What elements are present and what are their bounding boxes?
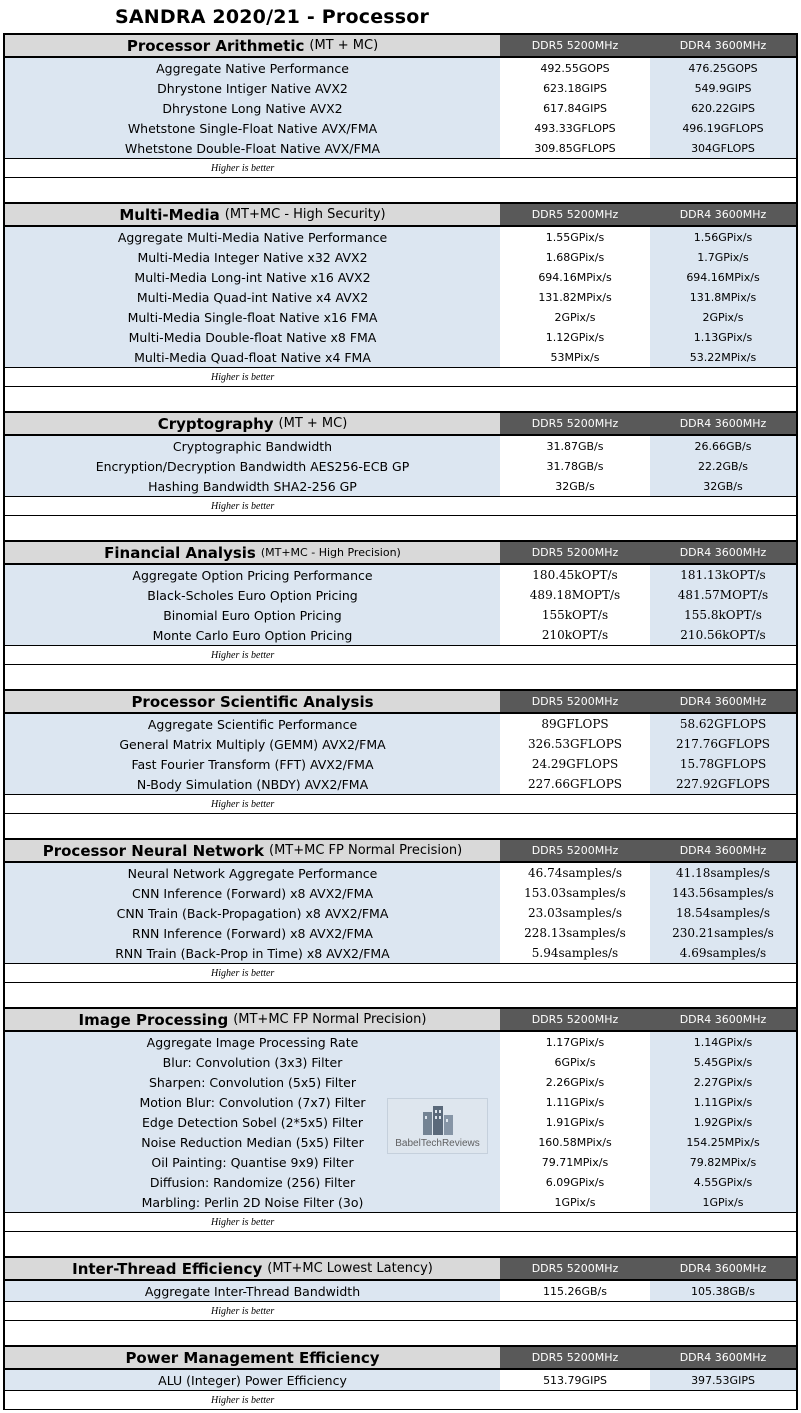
benchmark-label: Multi-Media Quad-float Native x4 FMA [3,347,500,367]
empty-cell [3,178,798,202]
benchmark-label: Hashing Bandwidth SHA2-256 GP [3,476,500,496]
ddr4-value: 155.8kOPT/s [650,605,798,625]
ddr4-value: 26.66GB/s [650,436,798,456]
column-header-ddr5: DDR5 5200MHz [500,202,650,227]
ddr5-value: 153.03samples/s [500,883,650,903]
table-row [0,714,801,734]
benchmark-label: ALU (Integer) Power Efficiency [3,1370,500,1390]
ddr5-value: 6GPix/s [500,1052,650,1072]
ddr5-value: 32GB/s [500,476,650,496]
benchmark-label: Dhrystone Long Native AVX2 [3,98,500,118]
section-name: Image Processing [78,1010,229,1029]
higher-is-better-row [0,496,801,516]
benchmark-label: Aggregate Multi-Media Native Performance [3,227,500,247]
empty-cell [500,1390,650,1410]
ddr4-value: 5.45GPix/s [650,1052,798,1072]
section-name: Processor Neural Network [42,841,264,860]
section-subtitle: (MT+MC FP Normal Precision) [269,843,463,858]
ddr4-value: 15.78GFLOPS [650,754,798,774]
ddr4-value: 1GPix/s [650,1192,798,1212]
table-row [0,307,801,327]
column-header-ddr4: DDR4 3600MHz [650,1007,798,1032]
benchmark-label: RNN Inference (Forward) x8 AVX2/FMA [3,923,500,943]
section-title [3,540,500,565]
table-row [0,883,801,903]
empty-cell [650,1390,798,1410]
benchmark-label: RNN Train (Back-Prop in Time) x8 AVX2/FMA [3,943,500,963]
table-row [0,1172,801,1192]
empty-cell [650,963,798,983]
ddr4-value: 22.2GB/s [650,456,798,476]
section-name: Power Management Efficiency [125,1348,380,1367]
benchmark-label: Dhrystone Intiger Native AVX2 [3,78,500,98]
table-row [0,1072,801,1092]
section-header [0,1256,801,1281]
table-row [0,1281,801,1301]
ddr4-value: 105.38GB/s [650,1281,798,1301]
column-header-ddr5: DDR5 5200MHz [500,411,650,436]
section-title [3,33,500,58]
section-title [3,1345,500,1370]
column-header-ddr4: DDR4 3600MHz [650,1256,798,1281]
column-header-ddr5: DDR5 5200MHz [500,1256,650,1281]
ddr5-value: 31.87GB/s [500,436,650,456]
higher-is-better-note: Higher is better [3,963,500,983]
table-row [0,605,801,625]
ddr5-value: 1GPix/s [500,1192,650,1212]
ddr4-value: 131.8MPix/s [650,287,798,307]
spacer-row [0,983,801,1007]
table-row [0,565,801,585]
section-subtitle: (MT + MC) [278,416,348,431]
ddr4-value: 1.56GPix/s [650,227,798,247]
benchmark-label: Neural Network Aggregate Performance [3,863,500,883]
ddr4-value: 79.82MPix/s [650,1152,798,1172]
section-title [3,689,500,714]
section-subtitle: (MT+MC FP Normal Precision) [233,1012,427,1027]
table-row [0,227,801,247]
table-row [0,625,801,645]
table-row [0,347,801,367]
ddr5-value: 623.18GIPS [500,78,650,98]
column-header-ddr4: DDR4 3600MHz [650,411,798,436]
benchmark-label: Marbling: Perlin 2D Noise Filter (3o) [3,1192,500,1212]
benchmark-label: Diffusion: Randomize (256) Filter [3,1172,500,1192]
section-header [0,1007,801,1032]
benchmark-label: Aggregate Inter-Thread Bandwidth [3,1281,500,1301]
ddr5-value: 210kOPT/s [500,625,650,645]
table-row [0,267,801,287]
ddr5-value: 694.16MPix/s [500,267,650,287]
benchmark-label: Encryption/Decryption Bandwidth AES256-ECB GP [3,456,500,476]
benchmark-label: Noise Reduction Median (5x5) Filter [3,1132,500,1152]
ddr5-value: 489.18MOPT/s [500,585,650,605]
spacer-row [0,178,801,202]
empty-cell [3,387,798,411]
higher-is-better-row [0,645,801,665]
table-row [0,456,801,476]
ddr5-value: 1.91GPix/s [500,1112,650,1132]
section-subtitle: (MT + MC) [309,38,379,53]
section-name: Cryptography [157,414,274,433]
ddr5-value: 1.12GPix/s [500,327,650,347]
benchmark-label: Edge Detection Sobel (2*5x5) Filter [3,1112,500,1132]
higher-is-better-note: Higher is better [3,496,500,516]
ddr5-value: 5.94samples/s [500,943,650,963]
ddr5-value: 180.45kOPT/s [500,565,650,585]
ddr4-value: 227.92GFLOPS [650,774,798,794]
higher-is-better-note: Higher is better [3,158,500,178]
ddr5-value: 1.17GPix/s [500,1032,650,1052]
empty-cell [3,983,798,1007]
table-row [0,1152,801,1172]
ddr4-value: 210.56kOPT/s [650,625,798,645]
ddr5-value: 2GPix/s [500,307,650,327]
ddr4-value: 549.9GIPS [650,78,798,98]
title-row [0,0,801,33]
column-header-ddr4: DDR4 3600MHz [650,202,798,227]
empty-cell [650,367,798,387]
table-row [0,1032,801,1052]
table-row [0,734,801,754]
ddr4-value: 18.54samples/s [650,903,798,923]
section-name: Processor Scientific Analysis [131,692,374,711]
spacer-row [0,516,801,540]
empty-cell [650,794,798,814]
ddr4-value: 1.92GPix/s [650,1112,798,1132]
ddr5-value: 160.58MPix/s [500,1132,650,1152]
ddr4-value: 397.53GIPS [650,1370,798,1390]
empty-cell [650,645,798,665]
benchmark-label: Whetstone Double-Float Native AVX/FMA [3,138,500,158]
section-title [3,411,500,436]
ddr4-value: 58.62GFLOPS [650,714,798,734]
benchmark-label: Multi-Media Quad-int Native x4 AVX2 [3,287,500,307]
benchmark-label: General Matrix Multiply (GEMM) AVX2/FMA [3,734,500,754]
ddr4-value: 304GFLOPS [650,138,798,158]
section-header [0,689,801,714]
table-row [0,863,801,883]
ddr5-value: 79.71MPix/s [500,1152,650,1172]
column-header-ddr4: DDR4 3600MHz [650,689,798,714]
benchmark-label: Whetstone Single-Float Native AVX/FMA [3,118,500,138]
ddr4-value: 476.25GOPS [650,58,798,78]
table-row [0,1192,801,1212]
benchmark-label: Aggregate Option Pricing Performance [3,565,500,585]
ddr5-value: 1.11GPix/s [500,1092,650,1112]
benchmark-label: Motion Blur: Convolution (7x7) Filter [3,1092,500,1112]
watermark [387,1098,488,1154]
benchmark-label: Aggregate Scientific Performance [3,714,500,734]
section-subtitle: (MT+MC - High Security) [224,207,386,222]
ddr5-value: 227.66GFLOPS [500,774,650,794]
spacer-row [0,665,801,689]
section-subtitle: (MT+MC - High Precision) [260,546,401,559]
table-row [0,78,801,98]
benchmark-label: Monte Carlo Euro Option Pricing [3,625,500,645]
ddr4-value: 496.19GFLOPS [650,118,798,138]
section-name: Multi-Media [119,205,220,224]
empty-cell [3,516,798,540]
section-subtitle: (MT+MC Lowest Latency) [267,1261,433,1276]
ddr4-value: 694.16MPix/s [650,267,798,287]
table-row [0,118,801,138]
empty-cell [650,158,798,178]
benchmark-label: Cryptographic Bandwidth [3,436,500,456]
table-row [0,1370,801,1390]
ddr5-value: 492.55GOPS [500,58,650,78]
higher-is-better-row [0,158,801,178]
ddr5-value: 617.84GIPS [500,98,650,118]
benchmark-label: CNN Inference (Forward) x8 AVX2/FMA [3,883,500,903]
table-row [0,247,801,267]
higher-is-better-row [0,1301,801,1321]
ddr4-value: 2GPix/s [650,307,798,327]
higher-is-better-note: Higher is better [3,1301,500,1321]
empty-cell [650,1301,798,1321]
table-row [0,585,801,605]
empty-cell [3,1232,798,1256]
ddr5-value: 228.13samples/s [500,923,650,943]
empty-cell [500,1212,650,1232]
empty-cell [500,963,650,983]
empty-cell [650,1212,798,1232]
ddr4-value: 143.56samples/s [650,883,798,903]
ddr4-value: 1.7GPix/s [650,247,798,267]
ddr4-value: 4.55GPix/s [650,1172,798,1192]
ddr5-value: 131.82MPix/s [500,287,650,307]
table-row [0,287,801,307]
column-header-ddr5: DDR5 5200MHz [500,838,650,863]
page-title: SANDRA 2020/21 - Processor [115,5,430,28]
table-row [0,923,801,943]
table-row [0,138,801,158]
watermark-label: BabelTechReviews [395,1138,480,1149]
column-header-ddr4: DDR4 3600MHz [650,540,798,565]
higher-is-better-row [0,1390,801,1410]
column-header-ddr4: DDR4 3600MHz [650,1345,798,1370]
ddr5-value: 1.55GPix/s [500,227,650,247]
benchmark-label: Aggregate Image Processing Rate [3,1032,500,1052]
section-title [3,202,500,227]
table-row [0,436,801,456]
ddr4-value: 1.13GPix/s [650,327,798,347]
higher-is-better-row [0,794,801,814]
table-row [0,476,801,496]
empty-cell [500,794,650,814]
column-header-ddr5: DDR5 5200MHz [500,33,650,58]
ddr5-value: 46.74samples/s [500,863,650,883]
table-row [0,754,801,774]
section-name: Inter-Thread Efficiency [72,1259,263,1278]
ddr4-value: 32GB/s [650,476,798,496]
higher-is-better-note: Higher is better [3,794,500,814]
benchmark-label: Black-Scholes Euro Option Pricing [3,585,500,605]
column-header-ddr4: DDR4 3600MHz [650,33,798,58]
table-row [0,903,801,923]
benchmark-label: Multi-Media Integer Native x32 AVX2 [3,247,500,267]
spacer-row [0,1232,801,1256]
empty-cell [500,496,650,516]
ddr5-value: 24.29GFLOPS [500,754,650,774]
benchmark-label: Fast Fourier Transform (FFT) AVX2/FMA [3,754,500,774]
ddr5-value: 23.03samples/s [500,903,650,923]
ddr5-value: 155kOPT/s [500,605,650,625]
higher-is-better-note: Higher is better [3,1212,500,1232]
ddr5-value: 513.79GIPS [500,1370,650,1390]
ddr5-value: 2.26GPix/s [500,1072,650,1092]
column-header-ddr5: DDR5 5200MHz [500,689,650,714]
ddr4-value: 620.22GIPS [650,98,798,118]
benchmark-label: N-Body Simulation (NBDY) AVX2/FMA [3,774,500,794]
ddr5-value: 309.85GFLOPS [500,138,650,158]
ddr5-value: 326.53GFLOPS [500,734,650,754]
higher-is-better-row [0,1212,801,1232]
ddr4-value: 181.13kOPT/s [650,565,798,585]
table-row [0,943,801,963]
spacer-row [0,814,801,838]
section-title [3,838,500,863]
ddr4-value: 1.14GPix/s [650,1032,798,1052]
benchmark-label: Aggregate Native Performance [3,58,500,78]
table-row [0,58,801,78]
benchmark-label: Sharpen: Convolution (5x5) Filter [3,1072,500,1092]
ddr5-value: 53MPix/s [500,347,650,367]
column-header-ddr4: DDR4 3600MHz [650,838,798,863]
table-row [0,327,801,347]
section-title [3,1007,500,1032]
empty-cell [500,367,650,387]
column-header-ddr5: DDR5 5200MHz [500,540,650,565]
section-header [0,202,801,227]
ddr4-value: 1.11GPix/s [650,1092,798,1112]
higher-is-better-note: Higher is better [3,367,500,387]
section-title [3,1256,500,1281]
section-header [0,1345,801,1370]
higher-is-better-row [0,367,801,387]
ddr5-value: 1.68GPix/s [500,247,650,267]
ddr5-value: 89GFLOPS [500,714,650,734]
higher-is-better-row [0,963,801,983]
ddr4-value: 4.69samples/s [650,943,798,963]
column-header-ddr5: DDR5 5200MHz [500,1007,650,1032]
column-header-ddr5: DDR5 5200MHz [500,1345,650,1370]
ddr4-value: 41.18samples/s [650,863,798,883]
higher-is-better-note: Higher is better [3,645,500,665]
empty-cell [3,1321,798,1345]
spacer-row [0,1321,801,1345]
ddr5-value: 115.26GB/s [500,1281,650,1301]
section-header [0,540,801,565]
higher-is-better-note: Higher is better [3,1390,500,1410]
benchmark-label: CNN Train (Back-Propagation) x8 AVX2/FMA [3,903,500,923]
ddr4-value: 481.57MOPT/s [650,585,798,605]
ddr4-value: 230.21samples/s [650,923,798,943]
benchmark-label: Multi-Media Single-float Native x16 FMA [3,307,500,327]
empty-cell [500,1301,650,1321]
section-name: Processor Arithmetic [126,36,305,55]
table-row [0,774,801,794]
empty-cell [3,665,798,689]
empty-cell [500,158,650,178]
section-name: Financial Analysis [104,543,256,562]
table-row [0,1052,801,1072]
btr-building-logo-icon [421,1104,455,1136]
section-header [0,411,801,436]
empty-cell [650,496,798,516]
benchmark-label: Multi-Media Double-float Native x8 FMA [3,327,500,347]
ddr4-value: 2.27GPix/s [650,1072,798,1092]
benchmark-label: Multi-Media Long-int Native x16 AVX2 [3,267,500,287]
empty-cell [500,645,650,665]
benchmark-label: Blur: Convolution (3x3) Filter [3,1052,500,1072]
section-header [0,838,801,863]
ddr4-value: 154.25MPix/s [650,1132,798,1152]
ddr5-value: 31.78GB/s [500,456,650,476]
ddr5-value: 6.09GPix/s [500,1172,650,1192]
section-header [0,33,801,58]
spacer-row [0,387,801,411]
ddr5-value: 493.33GFLOPS [500,118,650,138]
ddr4-value: 53.22MPix/s [650,347,798,367]
table-row [0,98,801,118]
ddr4-value: 217.76GFLOPS [650,734,798,754]
benchmark-label: Binomial Euro Option Pricing [3,605,500,625]
empty-cell [3,814,798,838]
benchmark-label: Oil Painting: Quantise 9x9) Filter [3,1152,500,1172]
